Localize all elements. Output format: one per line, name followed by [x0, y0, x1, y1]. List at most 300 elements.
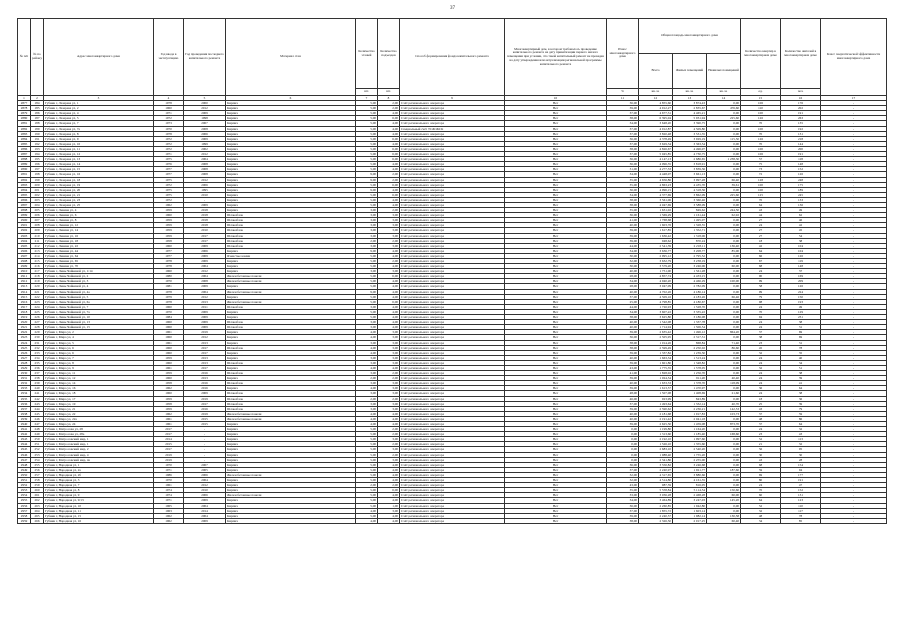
cell-num: 211 [31, 238, 44, 243]
cell-idx: 2915 [18, 294, 31, 299]
cell-area-res: 1 348,82 [673, 360, 707, 365]
cell-residents: 209 [781, 279, 821, 284]
cell-wear: 38,00 [607, 197, 639, 202]
cell-emergency: Нет [505, 248, 607, 253]
cell-fund: Счёт регионального оператора [400, 238, 505, 243]
cell-year-built: 1977 [154, 253, 184, 258]
cell-flats: 66 [741, 253, 781, 258]
cell-year-built: 1971 [154, 498, 184, 503]
cell-year-built: 1979 [154, 294, 184, 299]
cell-fund: Счёт регионального оператора [400, 350, 505, 355]
cell-residents: 152 [781, 488, 821, 493]
column-number: 9 [400, 96, 505, 101]
cell-year-repair: 2018 [184, 218, 226, 223]
cell-address: Губкин г, Лазарева ул, 12 [44, 152, 154, 157]
cell-wall: Кирпич [226, 269, 356, 274]
cell-area-total: 4 448,07 [639, 172, 673, 177]
cell-emergency: Нет [505, 299, 607, 304]
cell-entrances: 4,00 [378, 493, 400, 498]
cell-floors: 5,00 [356, 315, 378, 320]
cell-flats: 67 [741, 259, 781, 264]
cell-entrances: 6,00 [378, 192, 400, 197]
cell-area-res: 3 880,66 [673, 472, 707, 477]
cell-area-total: 3 047,09 [639, 284, 673, 289]
cell-energy: - [821, 442, 887, 447]
cell-residents: 202 [781, 106, 821, 111]
cell-emergency: Нет [505, 192, 607, 197]
cell-area-nonres: 0,00 [707, 223, 741, 228]
cell-fund: Счёт регионального оператора [400, 202, 505, 207]
cell-wall: Шлакоблок [226, 238, 356, 243]
cell-floors: 5,00 [356, 309, 378, 314]
cell-entrances: 3,00 [378, 350, 400, 355]
cell-flats: 34 [741, 518, 781, 523]
cell-flats: 24 [741, 376, 781, 381]
cell-year-repair: 2009 [184, 518, 226, 523]
cell-fund: Счёт регионального оператора [400, 213, 505, 218]
cell-area-res: 4 465,21 [673, 111, 707, 116]
cell-wall: Шлакоблок [226, 396, 356, 401]
cell-floors: 5,00 [356, 162, 378, 167]
cell-energy: - [821, 518, 887, 523]
cell-year-built: 1959 [154, 406, 184, 411]
cell-num: 265 [31, 513, 44, 518]
cell-emergency: Нет [505, 111, 607, 116]
cell-address: Губкин г, Народная ул, 3 [44, 478, 154, 483]
cell-emergency: Нет [505, 386, 607, 391]
cell-fund: Счёт регионального оператора [400, 106, 505, 111]
cell-num: 194 [31, 152, 44, 157]
col-flats: Количество квартир в многоквартирном доме [741, 19, 781, 89]
cell-emergency: Нет [505, 309, 607, 314]
cell-floors: 5,00 [356, 462, 378, 467]
cell-address: Губкин г, Народная ул, 8 [44, 488, 154, 493]
cell-energy: - [821, 243, 887, 248]
cell-residents: 47 [781, 483, 821, 488]
cell-entrances: 4,00 [378, 264, 400, 269]
cell-year-repair: 2012 [184, 269, 226, 274]
cell-address: Губкин г, Мира ул, 2 [44, 330, 154, 335]
cell-flats: 70 [741, 121, 781, 126]
cell-floors: 3,00 [356, 218, 378, 223]
cell-num: 238 [31, 376, 44, 381]
cell-area-res: 2 468,28 [673, 493, 707, 498]
cell-fund: Счёт регионального оператора [400, 340, 505, 345]
cell-entrances: 3,00 [378, 228, 400, 233]
cell-flats: 73 [741, 167, 781, 172]
cell-floors: 3,00 [356, 213, 378, 218]
cell-year-repair: 2016 [184, 371, 226, 376]
cell-wall: Железобетонные панели [226, 274, 356, 279]
cell-residents: 64 [781, 386, 821, 391]
cell-area-res: 1 470,97 [673, 386, 707, 391]
houses-table [17, 18, 887, 524]
cell-emergency: Нет [505, 483, 607, 488]
cell-area-nonres: 168,60 [707, 432, 741, 437]
cell-address: Губкин г, Мира ул, 24 [44, 422, 154, 427]
cell-energy: - [821, 152, 887, 157]
col-wall: Материал стен [226, 19, 356, 96]
cell-emergency: Нет [505, 131, 607, 136]
cell-address: Губкин г, Лазарева ул, 10 [44, 141, 154, 146]
cell-entrances: 4,00 [378, 411, 400, 416]
cell-year-built: 1971 [154, 152, 184, 157]
cell-flats: 44 [741, 213, 781, 218]
cell-num: 236 [31, 365, 44, 370]
cell-year-built: 1960 [154, 213, 184, 218]
cell-num: 214 [31, 253, 44, 258]
cell-emergency: Нет [505, 503, 607, 508]
cell-area-total: 3 632,79 [639, 259, 673, 264]
cell-year-repair: 2004 [184, 513, 226, 518]
cell-year-built: 1961 [154, 422, 184, 427]
cell-area-res: 1 603,14 [673, 508, 707, 513]
cell-num: 239 [31, 381, 44, 386]
cell-entrances: 4,00 [378, 248, 400, 253]
cell-wear: 36,00 [607, 101, 639, 106]
cell-year-built: 1975 [154, 177, 184, 182]
cell-fund: Счёт регионального оператора [400, 111, 505, 116]
cell-area-total: 4 855,60 [639, 101, 673, 106]
cell-energy: - [821, 315, 887, 320]
cell-year-built: 1978 [154, 264, 184, 269]
cell-wall: Кирпич [226, 386, 356, 391]
cell-floors: 4,00 [356, 508, 378, 513]
cell-fund: Счёт регионального оператора [400, 386, 505, 391]
cell-flats: 30 [741, 452, 781, 457]
cell-area-res: 1 755,20 [673, 452, 707, 457]
column-number: 2 [31, 96, 44, 101]
cell-address: Губкин г, Матросовский мкр, 1 [44, 442, 154, 447]
cell-floors: 5,00 [356, 167, 378, 172]
cell-area-res: 1 459,08 [673, 422, 707, 427]
cell-area-res: 3 360,46 [673, 197, 707, 202]
cell-idx: 2924 [18, 340, 31, 345]
cell-flats: 57 [741, 157, 781, 162]
cell-year-repair: 2017 [184, 238, 226, 243]
cell-idx: 2944 [18, 442, 31, 447]
cell-area-total: 3 648,20 [639, 121, 673, 126]
cell-area-nonres: 118,09 [707, 381, 741, 386]
cell-floors: 2,00 [356, 483, 378, 488]
cell-residents: 192 [781, 126, 821, 131]
cell-entrances: 6,00 [378, 116, 400, 121]
cell-num: 240 [31, 386, 44, 391]
cell-residents: 154 [781, 462, 821, 467]
cell-area-nonres: 0,00 [707, 259, 741, 264]
cell-area-nonres: 0,00 [707, 284, 741, 289]
cell-area-nonres: 115,50 [707, 136, 741, 141]
cell-num: 220 [31, 284, 44, 289]
cell-emergency: Нет [505, 437, 607, 442]
cell-year-repair: 2009 [184, 325, 226, 330]
cell-flats: 70 [741, 197, 781, 202]
cell-area-total: 3 629,34 [639, 141, 673, 146]
cell-emergency: Нет [505, 472, 607, 477]
cell-residents: 28 [781, 457, 821, 462]
cell-address: Губкин г, Мира ул, 17 [44, 396, 154, 401]
cell-wall: Кирпич [226, 467, 356, 472]
cell-energy: - [821, 279, 887, 284]
cell-energy: - [821, 192, 887, 197]
cell-entrances: 4,00 [378, 467, 400, 472]
cell-area-nonres: 225,60 [707, 192, 741, 197]
cell-num: 186 [31, 111, 44, 116]
cell-area-res: 849,62 [673, 208, 707, 213]
cell-fund: Счёт регионального оператора [400, 396, 505, 401]
cell-emergency: Нет [505, 152, 607, 157]
cell-wall: Кирпич [226, 488, 356, 493]
cell-area-res: 4 466,29 [673, 279, 707, 284]
cell-idx: 2897 [18, 202, 31, 207]
cell-entrances: 4,00 [378, 289, 400, 294]
cell-floors: 5,00 [356, 111, 378, 116]
cell-num: 229 [31, 330, 44, 335]
cell-year-built: 1975 [154, 192, 184, 197]
cell-year-built: 1976 [154, 162, 184, 167]
cell-wall: Железобетонные панели [226, 411, 356, 416]
cell-num: 250 [31, 437, 44, 442]
cell-wall: Кирпич [226, 376, 356, 381]
cell-energy: - [821, 259, 887, 264]
cell-area-nonres: 86,60 [707, 345, 741, 350]
cell-residents: 46 [781, 218, 821, 223]
cell-flats: 48 [741, 416, 781, 421]
cell-fund: Счёт регионального оператора [400, 152, 505, 157]
cell-area-total: 1 775,35 [639, 365, 673, 370]
cell-emergency: Нет [505, 136, 607, 141]
cell-area-nonres: 145,20 [707, 498, 741, 503]
cell-flats: 126 [741, 116, 781, 121]
cell-num: 241 [31, 391, 44, 396]
cell-idx: 2951 [18, 478, 31, 483]
cell-area-total: 1 493,64 [639, 401, 673, 406]
cell-area-nonres: 0,00 [707, 386, 741, 391]
cell-flats: 43 [741, 208, 781, 213]
cell-entrances: 4,00 [378, 320, 400, 325]
cell-fund: Счёт регионального оператора [400, 406, 505, 411]
cell-idx: 2926 [18, 350, 31, 355]
cell-floors: 3,00 [356, 391, 378, 396]
cell-fund: Счёт регионального оператора [400, 197, 505, 202]
cell-flats: 24 [741, 483, 781, 488]
cell-wear: 41,00 [607, 371, 639, 376]
cell-residents: 35 [781, 350, 821, 355]
cell-entrances: 4,00 [378, 416, 400, 421]
cell-area-res: 1 528,70 [673, 304, 707, 309]
cell-emergency: Нет [505, 355, 607, 360]
cell-floors: 9,00 [356, 172, 378, 177]
cell-fund: Счёт регионального оператора [400, 437, 505, 442]
cell-area-res: 816,05 [673, 483, 707, 488]
cell-idx: 2902 [18, 228, 31, 233]
cell-emergency: Нет [505, 223, 607, 228]
cell-entrances: 4,00 [378, 167, 400, 172]
cell-year-built: 1959 [154, 233, 184, 238]
cell-idx: 2947 [18, 457, 31, 462]
cell-num: 243 [31, 401, 44, 406]
cell-year-built: 2017 [154, 432, 184, 437]
cell-year-repair: 2009 [184, 253, 226, 258]
cell-wall: Кирпич [226, 172, 356, 177]
cell-wall: Кирпич [226, 478, 356, 483]
page-number: 37 [450, 6, 455, 11]
cell-year-built: 1959 [154, 218, 184, 223]
cell-energy: - [821, 167, 887, 172]
cell-entrances: 4,00 [378, 126, 400, 131]
cell-wear: 34,00 [607, 309, 639, 314]
cell-area-res: 1 921,77 [673, 467, 707, 472]
cell-wall: Кирпич [226, 136, 356, 141]
cell-area-total: 1 633,33 [639, 381, 673, 386]
cell-address: Губкин г, Мира ул, 22а [44, 416, 154, 421]
cell-num: 188 [31, 121, 44, 126]
cell-residents: 69 [781, 335, 821, 340]
cell-year-built: 1961 [154, 330, 184, 335]
column-number: 11 [607, 96, 639, 101]
cell-fund: Счёт регионального оператора [400, 381, 505, 386]
cell-wear: 0,00 [607, 437, 639, 442]
cell-emergency: Нет [505, 228, 607, 233]
cell-address: Губкин г, Народная ул, 7 [44, 483, 154, 488]
cell-area-nonres: 0,00 [707, 325, 741, 330]
cell-area-total: 1 024,54 [639, 376, 673, 381]
cell-energy: - [821, 401, 887, 406]
cell-energy: - [821, 391, 887, 396]
cell-wall: Кирпич [226, 121, 356, 126]
cell-emergency: Нет [505, 371, 607, 376]
cell-energy: - [821, 457, 887, 462]
cell-wall: Кирпич [226, 111, 356, 116]
cell-area-total: 4 912,27 [639, 106, 673, 111]
cell-year-built: 1971 [154, 111, 184, 116]
cell-address: Губкин г, Ленина ул, 12 [44, 223, 154, 228]
cell-floors: 4,00 [356, 518, 378, 523]
cell-area-res: 3 208,77 [673, 248, 707, 253]
cell-area-res: 3 874,43 [673, 101, 707, 106]
cell-num: 227 [31, 320, 44, 325]
cell-flats: 37 [741, 411, 781, 416]
cell-year-built: 1970 [154, 126, 184, 131]
cell-year-built: 1961 [154, 416, 184, 421]
cell-year-built: 1972 [154, 116, 184, 121]
cell-emergency: Нет [505, 432, 607, 437]
cell-area-res: 1 997,60 [673, 437, 707, 442]
column-number: 7 [356, 96, 378, 101]
cell-year-built: 1959 [154, 396, 184, 401]
cell-address: Губкин г, Лены Чайкиной ул, 4а [44, 289, 154, 294]
cell-area-nonres: 0,00 [707, 218, 741, 223]
cell-year-built: 1965 [154, 503, 184, 508]
cell-area-total: 1 663,34 [639, 355, 673, 360]
cell-residents: 40 [781, 355, 821, 360]
cell-area-res: 2 017,25 [673, 518, 707, 523]
cell-idx: 2959 [18, 518, 31, 523]
cell-wear: 36,00 [607, 157, 639, 162]
cell-area-total: 4 514,80 [639, 478, 673, 483]
cell-entrances: 3,00 [378, 233, 400, 238]
cell-wall: Кирпич [226, 167, 356, 172]
cell-year-repair: 2009 [184, 391, 226, 396]
cell-floors: 4,00 [356, 345, 378, 350]
cell-wall: Кирпич [226, 508, 356, 513]
cell-wall: Шлакоблок [226, 391, 356, 396]
cell-fund: Счёт регионального оператора [400, 462, 505, 467]
cell-fund: Счёт регионального оператора [400, 269, 505, 274]
cell-num: 217 [31, 269, 44, 274]
cell-fund: Счёт регионального оператора [400, 401, 505, 406]
cell-wall: Кирпич [226, 427, 356, 432]
cell-area-total: 4 702,26 [639, 289, 673, 294]
cell-area-nonres: 0,00 [707, 289, 741, 294]
cell-num: 246 [31, 416, 44, 421]
cell-wear: 30,00 [607, 264, 639, 269]
cell-wall: Железобетонные панели [226, 416, 356, 421]
cell-flats: 69 [741, 472, 781, 477]
cell-area-res: 1 578,05 [673, 365, 707, 370]
cell-wall: Кирпич [226, 309, 356, 314]
cell-residents: 248 [781, 177, 821, 182]
cell-entrances: 4,00 [378, 131, 400, 136]
cell-num: 208 [31, 223, 44, 228]
cell-idx: 2882 [18, 126, 31, 131]
cell-area-res: 2 236,21 [673, 406, 707, 411]
cell-flats: 18 [741, 396, 781, 401]
cell-emergency: Нет [505, 376, 607, 381]
cell-area-res: 3 862,09 [673, 192, 707, 197]
cell-area-nonres: 71,40 [707, 340, 741, 345]
cell-emergency: Нет [505, 478, 607, 483]
cell-num: 247 [31, 422, 44, 427]
cell-floors: 4,00 [356, 422, 378, 427]
cell-emergency: Нет [505, 452, 607, 457]
cell-floors: 5,00 [356, 202, 378, 207]
cell-flats: 70 [741, 141, 781, 146]
cell-entrances: 3,00 [378, 381, 400, 386]
cell-address: Губкин г, Лазарева ул, 16 [44, 172, 154, 177]
cell-area-res: 1 164,20 [673, 427, 707, 432]
cell-wear: 37,00 [607, 467, 639, 472]
cell-area-total: 923,99 [639, 396, 673, 401]
cell-energy: - [821, 488, 887, 493]
column-number: 6 [226, 96, 356, 101]
cell-address: Губкин г, Мира ул, 6 [44, 345, 154, 350]
cell-area-nonres: 0,00 [707, 371, 741, 376]
cell-entrances: 2,00 [378, 483, 400, 488]
cell-floors: 5,00 [356, 136, 378, 141]
cell-floors: 3,00 [356, 340, 378, 345]
cell-year-repair: 2009 [184, 259, 226, 264]
cell-area-nonres: 60,40 [707, 518, 741, 523]
cell-year-built: 1960 [154, 391, 184, 396]
cell-year-built: 1978 [154, 131, 184, 136]
cell-wear: 37,00 [607, 508, 639, 513]
cell-residents: 231 [781, 315, 821, 320]
cell-idx: 2956 [18, 503, 31, 508]
cell-floors: 3,00 [356, 243, 378, 248]
cell-entrances: 3,00 [378, 223, 400, 228]
cell-energy: - [821, 320, 887, 325]
cell-floors: 5,00 [356, 141, 378, 146]
cell-year-repair: 2013 [184, 355, 226, 360]
cell-energy: - [821, 452, 887, 457]
cell-residents: 148 [781, 162, 821, 167]
cell-floors: 5,00 [356, 432, 378, 437]
cell-num: 258 [31, 478, 44, 483]
cell-residents: 175 [781, 182, 821, 187]
cell-wear: 36,00 [607, 187, 639, 192]
cell-wall: Кирпич [226, 131, 356, 136]
